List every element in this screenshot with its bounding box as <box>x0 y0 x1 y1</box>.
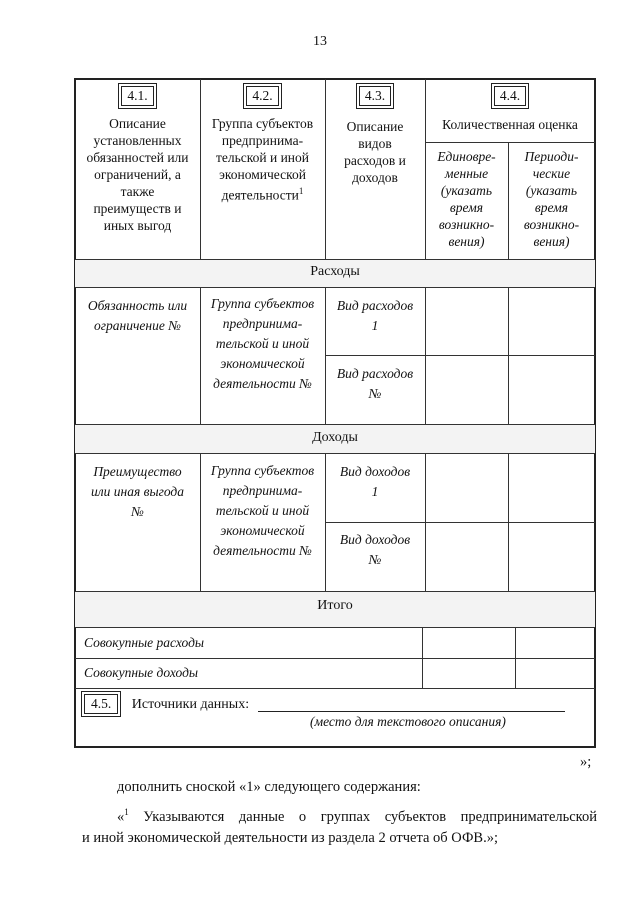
page-number: 13 <box>313 34 327 49</box>
col4-title: Количественная оценка <box>442 117 578 132</box>
grid-line <box>75 591 595 592</box>
expense-type-n: Вид расходов № <box>336 366 414 401</box>
grid-line <box>508 287 509 424</box>
col3-code: 4.3. <box>359 86 391 106</box>
expenses-heading: Расходы <box>310 264 360 279</box>
grid-line <box>75 453 595 454</box>
grid-line <box>425 453 426 591</box>
footnote-line1: «$^1$ Указываются данные о группах субъектов предпринимательской <box>117 807 598 825</box>
grid-line <box>508 453 509 591</box>
col2-code: 4.2. <box>246 86 278 106</box>
grid-line <box>425 287 426 424</box>
totals-heading: Итого <box>317 598 353 613</box>
col4a-title: Единовре-менные (указать время возникно-вения) <box>437 149 496 249</box>
income-type-1: Вид доходов 1 <box>339 464 411 499</box>
col4-code: 4.4. <box>494 86 526 106</box>
grid-line <box>425 142 595 143</box>
expense-type-1: Вид расходов 1 <box>336 298 414 333</box>
col4-header <box>425 86 595 133</box>
grid-line <box>422 627 423 688</box>
col2-header <box>200 86 325 204</box>
col4b-title: Периоди-ческие (указать время возникно-вения) <box>523 149 580 249</box>
grid-line <box>75 424 595 425</box>
grid-line <box>75 259 595 260</box>
col3-title: Описание видов расходов и доходов <box>344 119 406 185</box>
grid-line <box>325 522 595 523</box>
col1-title: Описание установленных обязанностей или ограничений, а также преимуществ и иных выгод <box>86 116 189 233</box>
col1-header <box>75 86 200 234</box>
obligation-cell: Обязанность или ограничение № <box>87 298 188 333</box>
grid-line <box>515 627 516 688</box>
closing-mark: »; <box>580 754 592 770</box>
total-income-label: Совокупные доходы <box>84 665 199 680</box>
grid-line <box>75 688 595 689</box>
sources-blank-line <box>258 711 565 712</box>
expenses-group-cell: Группа субъектов предпринима-тельской и иной экономической деятельности № <box>210 296 315 391</box>
grid-line <box>75 627 595 628</box>
col3-header <box>325 86 425 186</box>
col2-title: Группа субъектов предпринима-тельской и иной экономической деятельности$^1$ <box>211 116 314 203</box>
footnote-line2: и иной экономической деятельности из раздела 2 отчета об ОФВ.»; <box>82 830 498 846</box>
sources-code: 4.5. <box>84 694 118 714</box>
sources-label: Источники данных: <box>131 697 250 712</box>
benefit-cell: Преимущество или иная выгода № <box>90 464 185 519</box>
col1-code: 4.1. <box>121 86 153 106</box>
footnote-intro: дополнить сноской «1» следующего содержания: <box>117 779 421 795</box>
sources-hint: (место для текстового описания) <box>310 714 506 729</box>
footnote-sup: 1 <box>124 807 129 817</box>
income-group-cell: Группа субъектов предпринима-тельской и иной экономической деятельности № <box>210 463 315 558</box>
sources-row <box>84 694 249 714</box>
grid-line <box>75 658 595 659</box>
footnote-marker: 1 <box>298 186 304 196</box>
grid-line <box>75 287 595 288</box>
grid-line <box>325 355 595 356</box>
income-type-n: Вид доходов № <box>339 532 411 567</box>
total-expenses-label: Совокупные расходы <box>84 635 205 650</box>
income-heading: Доходы <box>312 430 358 445</box>
